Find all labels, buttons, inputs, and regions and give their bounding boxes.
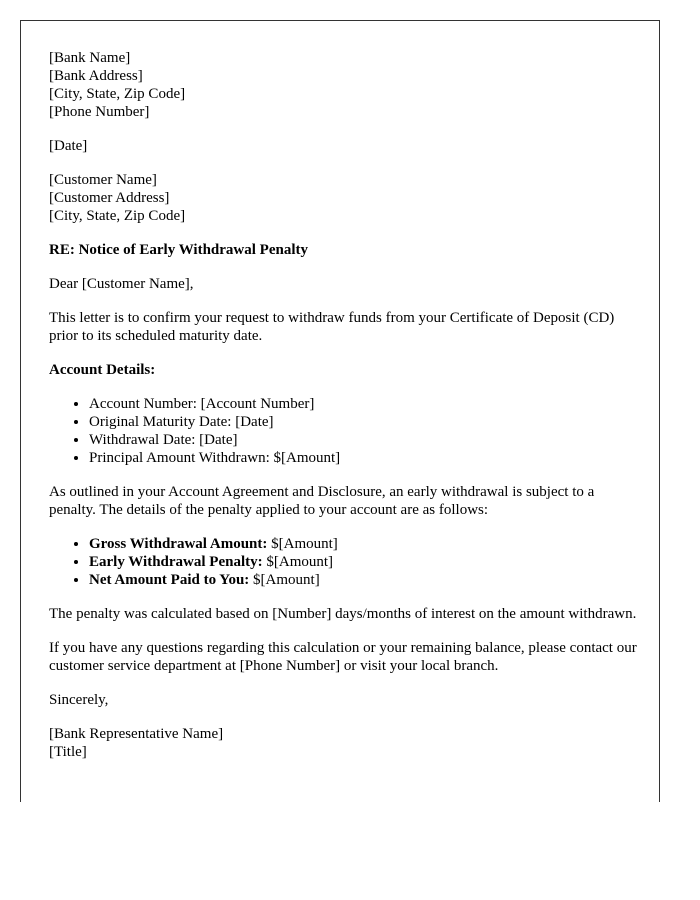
- calculation-paragraph: The penalty was calculated based on [Number] days/months of interest on the amount withdrawn.: [49, 606, 637, 622]
- letter-page: [20, 20, 660, 802]
- list-item: [89, 553, 639, 571]
- list-item: • Account Number: [Account Number]: [89, 395, 639, 413]
- intro-paragraph: This letter is to confirm your request to withdraw funds from your Certificate of Deposit (CD) prior to its scheduled maturity date.: [49, 310, 615, 344]
- letter-date: [49, 137, 639, 155]
- list-item: • Principal Amount Withdrawn: $[Amount]: [89, 449, 639, 467]
- penalty-item-value: $[Amount]: [249, 572, 320, 588]
- bank-address-block: [49, 49, 639, 121]
- salutation: Dear [Customer Name],: [49, 276, 194, 292]
- penalty-item-value: $[Amount]: [267, 536, 338, 552]
- penalty-intro-paragraph: As outlined in your Account Agreement and Disclosure, an early withdrawal is subject to a penalty. The details of the penalty applied to your account are as follows:: [49, 484, 595, 518]
- penalty-item-label: Net Amount Paid to You:: [89, 572, 250, 588]
- subject-line: RE: Notice of Early Withdrawal Penalty: [49, 242, 309, 258]
- bank-address: [Bank Address]: [49, 68, 143, 84]
- penalty-item-value: $[Amount]: [262, 554, 334, 570]
- letter-content: [49, 49, 639, 777]
- penalty-details-list: [49, 535, 639, 589]
- bank-phone: [Phone Number]: [49, 104, 150, 120]
- bank-city-state-zip: [City, State, Zip Code]: [49, 86, 186, 102]
- signature-name: [Bank Representative Name]: [49, 726, 224, 742]
- penalty-item-label: Early Withdrawal Penalty:: [89, 554, 263, 570]
- customer-city-state-zip: [City, State, Zip Code]: [49, 208, 186, 224]
- list-item: [89, 535, 639, 553]
- customer-address: [Customer Address]: [49, 190, 170, 206]
- bank-name: [Bank Name]: [49, 50, 131, 66]
- penalty-item-label: Gross Withdrawal Amount:: [89, 536, 268, 552]
- account-details-list: [49, 395, 639, 467]
- list-item: [89, 571, 639, 589]
- signature-block: [49, 725, 639, 761]
- account-details-heading: Account Details:: [49, 362, 156, 378]
- customer-name: [Customer Name]: [49, 172, 157, 188]
- signature-title: [Title]: [49, 744, 87, 760]
- contact-paragraph: If you have any questions regarding this calculation or your remaining balance, please contact our customer service department at [Phone Number] or visit your local branch.: [49, 640, 637, 674]
- list-item: • Withdrawal Date: [Date]: [89, 431, 639, 449]
- customer-address-block: [49, 171, 639, 225]
- list-item: • Original Maturity Date: [Date]: [89, 413, 639, 431]
- date-text: [Date]: [49, 138, 88, 154]
- closing: Sincerely,: [49, 692, 109, 708]
